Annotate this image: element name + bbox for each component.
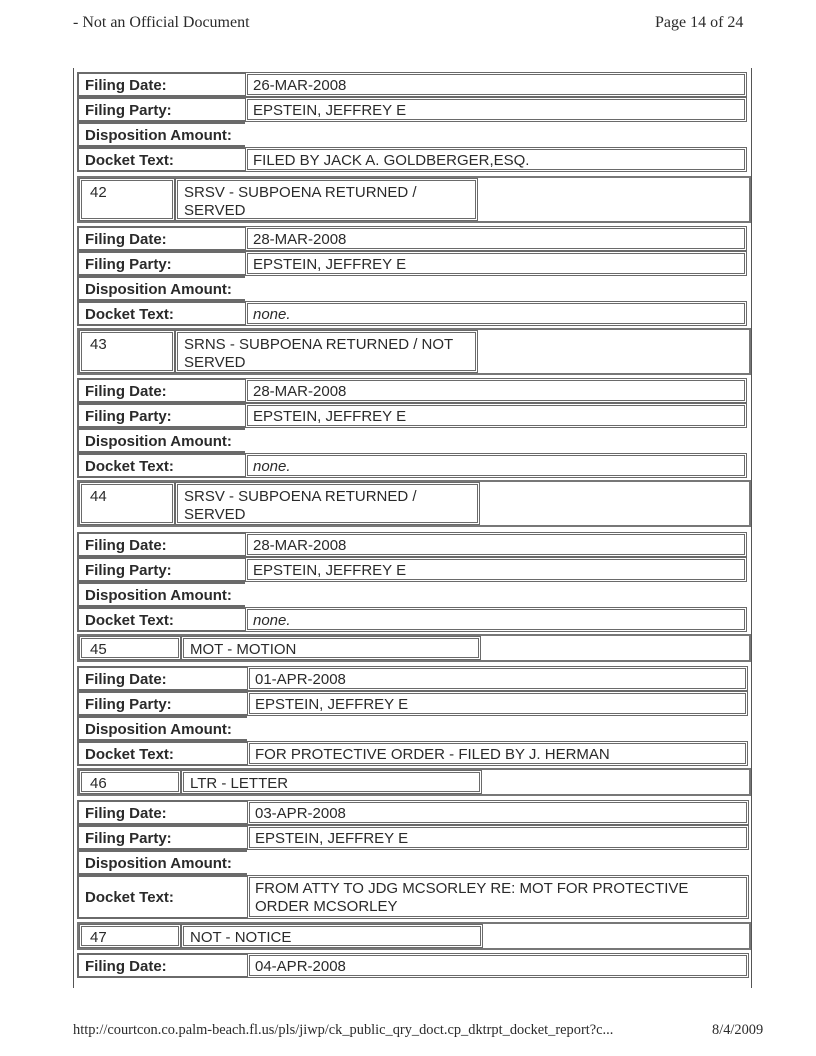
value-filing-date: 01-APR-2008	[247, 666, 748, 691]
label-docket-text: Docket Text:	[77, 147, 247, 172]
value-filing-party: EPSTEIN, JEFFREY E	[245, 403, 747, 428]
value-disposition-amount	[247, 850, 749, 875]
label-filing-date: Filing Date:	[77, 378, 247, 403]
footer-url: http://courtcon.co.palm-beach.fl.us/pls/jiwp/ck_public_qry_doct.cp_dktrpt_docket_report?c...	[73, 1022, 614, 1038]
label-filing-date: Filing Date:	[77, 72, 247, 97]
value-disposition-amount	[245, 582, 747, 607]
value-filing-party: EPSTEIN, JEFFREY E	[245, 251, 747, 276]
footer-date: 8/4/2009	[712, 1022, 764, 1038]
entry-code: NOT - NOTICE	[181, 924, 483, 948]
label-filing-date: Filing Date:	[77, 532, 247, 557]
entry-code: SRSV - SUBPOENA RETURNED / SERVED	[175, 482, 480, 525]
value-filing-party: EPSTEIN, JEFFREY E	[247, 825, 749, 850]
value-filing-party: EPSTEIN, JEFFREY E	[245, 97, 747, 122]
value-filing-date: 28-MAR-2008	[245, 532, 747, 557]
label-disposition-amount: Disposition Amount:	[77, 276, 247, 301]
value-docket-text: none.	[245, 607, 747, 632]
value-docket-text: none.	[245, 453, 747, 478]
value-filing-date: 26-MAR-2008	[245, 72, 747, 97]
label-disposition-amount: Disposition Amount:	[77, 716, 249, 741]
label-docket-text: Docket Text:	[77, 301, 247, 326]
entry-code: MOT - MOTION	[181, 636, 481, 660]
label-filing-party: Filing Party:	[77, 691, 249, 716]
value-disposition-amount	[245, 428, 747, 453]
label-docket-text: Docket Text:	[77, 453, 247, 478]
entry-code: SRNS - SUBPOENA RETURNED / NOT SERVED	[175, 330, 478, 373]
label-filing-date: Filing Date:	[77, 953, 249, 978]
entry-code: SRSV - SUBPOENA RETURNED / SERVED	[175, 178, 478, 221]
label-filing-date: Filing Date:	[77, 226, 247, 251]
value-docket-text: none.	[245, 301, 747, 326]
value-docket-text: FROM ATTY TO JDG MCSORLEY RE: MOT FOR PROTECTIVE ORDER MCSORLEY	[247, 875, 749, 919]
value-filing-party: EPSTEIN, JEFFREY E	[247, 691, 748, 716]
label-filing-party: Filing Party:	[77, 825, 249, 850]
label-filing-party: Filing Party:	[77, 251, 247, 276]
entry-number: 45	[79, 636, 181, 660]
value-disposition-amount	[245, 122, 747, 147]
label-disposition-amount: Disposition Amount:	[77, 850, 249, 875]
docket-table	[73, 68, 752, 988]
page-number: Page 14 of 24	[655, 14, 744, 31]
value-docket-text: FOR PROTECTIVE ORDER - FILED BY J. HERMAN	[247, 741, 748, 766]
value-filing-date: 28-MAR-2008	[245, 226, 747, 251]
label-disposition-amount: Disposition Amount:	[77, 122, 247, 147]
label-filing-party: Filing Party:	[77, 97, 247, 122]
entry-number: 43	[79, 330, 175, 373]
value-disposition-amount	[245, 276, 747, 301]
value-filing-date: 03-APR-2008	[247, 800, 749, 825]
value-filing-party: EPSTEIN, JEFFREY E	[245, 557, 747, 582]
value-disposition-amount	[247, 716, 748, 741]
entry-code: LTR - LETTER	[181, 770, 482, 794]
entry-number: 42	[79, 178, 175, 221]
value-filing-date: 28-MAR-2008	[245, 378, 747, 403]
label-disposition-amount: Disposition Amount:	[77, 428, 247, 453]
label-docket-text: Docket Text:	[77, 741, 249, 766]
label-filing-party: Filing Party:	[77, 403, 247, 428]
label-filing-party: Filing Party:	[77, 557, 247, 582]
entry-number: 46	[79, 770, 181, 794]
label-filing-date: Filing Date:	[77, 666, 249, 691]
entry-number: 47	[79, 924, 181, 948]
label-filing-date: Filing Date:	[77, 800, 249, 825]
value-filing-date: 04-APR-2008	[247, 953, 749, 978]
value-docket-text: FILED BY JACK A. GOLDBERGER,ESQ.	[245, 147, 747, 172]
label-docket-text: Docket Text:	[77, 875, 249, 919]
label-docket-text: Docket Text:	[77, 607, 247, 632]
entry-number: 44	[79, 482, 175, 525]
label-disposition-amount: Disposition Amount:	[77, 582, 247, 607]
header-left-text: - Not an Official Document	[73, 14, 250, 31]
